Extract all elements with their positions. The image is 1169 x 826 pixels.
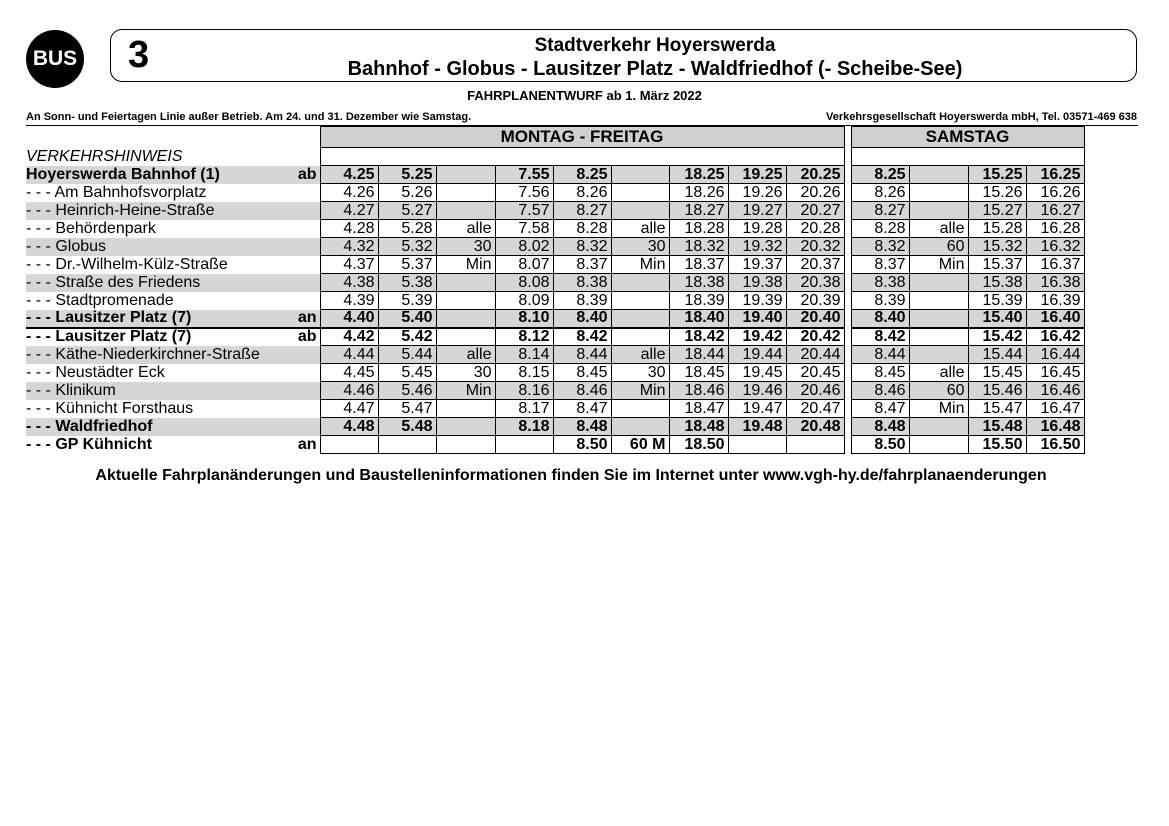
departure-time: 19.47: [728, 400, 786, 418]
departure-time: 5.38: [378, 274, 436, 292]
stop-direction: [292, 274, 320, 292]
departure-time: 8.28: [553, 220, 611, 238]
departure-time: 19.27: [728, 202, 786, 220]
departure-time: 16.46: [1026, 382, 1084, 400]
saturday-header: SAMSTAG: [851, 127, 1084, 148]
departure-time: 18.39: [669, 292, 728, 310]
departure-time: 8.47: [553, 400, 611, 418]
departure-time: 8.46: [553, 382, 611, 400]
stop-direction: an: [297, 435, 317, 453]
departure-time: 4.47: [320, 400, 378, 418]
departure-time: 20.37: [786, 256, 844, 274]
departure-time: 19.25: [728, 166, 786, 184]
departure-time: 4.27: [320, 202, 378, 220]
departure-time: 18.50: [669, 436, 728, 454]
departure-time: 19.42: [728, 328, 786, 346]
departure-time: 16.48: [1026, 418, 1084, 436]
departure-time: 8.40: [851, 310, 909, 328]
departure-time: 8.26: [851, 184, 909, 202]
departure-time: 18.40: [669, 310, 728, 328]
stop-direction: [292, 346, 320, 364]
departure-time: [436, 310, 495, 328]
stop-name: - - - Klinikum: [26, 382, 292, 400]
departure-time: [436, 328, 495, 346]
timetable-row: [26, 328, 1084, 346]
departure-time: 16.25: [1026, 166, 1084, 184]
departure-time: 4.40: [320, 310, 378, 328]
stop-direction: [292, 418, 320, 436]
departure-time: 19.32: [728, 238, 786, 256]
departure-time: 30: [611, 238, 669, 256]
departure-time: 20.39: [786, 292, 844, 310]
departure-time: 8.48: [851, 418, 909, 436]
timetable-row: [26, 274, 1084, 292]
timetable-row: [26, 400, 1084, 418]
weekday-header: MONTAG - FREITAG: [320, 127, 844, 148]
stop-direction: [292, 292, 320, 310]
departure-time: [909, 202, 968, 220]
departure-time: 16.44: [1026, 346, 1084, 364]
stop-name: - - - Waldfriedhof: [26, 418, 292, 436]
timetable-row: [26, 202, 1084, 220]
stop-direction: [292, 202, 320, 220]
departure-time: 60: [909, 382, 968, 400]
departure-time: [611, 274, 669, 292]
departure-time: 7.55: [495, 166, 553, 184]
departure-time: 18.28: [669, 220, 728, 238]
operator-contact: Verkehrsgesellschaft Hoyerswerda mbH, Tel. 03571-469 638: [825, 111, 1137, 123]
stop-direction: [292, 364, 320, 382]
departure-time: [909, 436, 968, 454]
departure-time: 7.56: [495, 184, 553, 202]
departure-time: 4.28: [320, 220, 378, 238]
departure-time: [378, 436, 436, 454]
departure-time: 5.40: [378, 310, 436, 328]
timetable-row: [26, 238, 1084, 256]
departure-time: 16.42: [1026, 328, 1084, 346]
departure-time: 4.39: [320, 292, 378, 310]
departure-time: 15.25: [968, 166, 1026, 184]
departure-time: 4.42: [320, 328, 378, 346]
departure-time: 8.10: [495, 310, 553, 328]
departure-time: 8.40: [553, 310, 611, 328]
departure-time: 8.09: [495, 292, 553, 310]
departure-time: 30: [611, 364, 669, 382]
departure-time: 8.48: [553, 418, 611, 436]
departure-time: alle: [909, 364, 968, 382]
departure-time: 15.50: [968, 436, 1026, 454]
departure-time: 8.27: [851, 202, 909, 220]
departure-time: [436, 166, 495, 184]
departure-time: 8.38: [553, 274, 611, 292]
timetable-row: [26, 220, 1084, 238]
stop-name: - - - Dr.-Wilhelm-Külz-Straße: [26, 255, 228, 273]
departure-time: 5.27: [378, 202, 436, 220]
departure-time: 8.37: [553, 256, 611, 274]
departure-time: 4.37: [320, 256, 378, 274]
departure-time: 5.25: [378, 166, 436, 184]
stop-name: - - - GP Kühnicht: [26, 435, 152, 453]
departure-time: 18.42: [669, 328, 728, 346]
departure-time: 5.46: [378, 382, 436, 400]
departure-time: [436, 202, 495, 220]
departure-time: 8.42: [553, 328, 611, 346]
departure-time: 8.25: [553, 166, 611, 184]
departure-time: 20.32: [786, 238, 844, 256]
stop-direction: [292, 400, 320, 418]
departure-time: [909, 310, 968, 328]
departure-time: 16.38: [1026, 274, 1084, 292]
timetable-row: [26, 310, 1084, 328]
timetable-row: [26, 256, 1084, 274]
departure-time: 19.37: [728, 256, 786, 274]
departure-time: Min: [909, 256, 968, 274]
departure-time: 20.48: [786, 418, 844, 436]
departure-time: 18.26: [669, 184, 728, 202]
departure-time: 15.46: [968, 382, 1026, 400]
departure-time: 15.37: [968, 256, 1026, 274]
stop-direction: [292, 238, 320, 256]
departure-time: 15.42: [968, 328, 1026, 346]
departure-time: 16.27: [1026, 202, 1084, 220]
departure-time: Min: [909, 400, 968, 418]
departure-time: 8.45: [553, 364, 611, 382]
stop-name: - - - Heinrich-Heine-Straße: [26, 202, 292, 220]
departure-time: Min: [611, 256, 669, 274]
day-header-row: [26, 127, 1084, 148]
departure-time: [495, 436, 553, 454]
departure-time: [611, 202, 669, 220]
departure-time: 8.27: [553, 202, 611, 220]
departure-time: 5.39: [378, 292, 436, 310]
service-notice: An Sonn- und Feiertagen Linie außer Betrieb. Am 24. und 31. Dezember wie Samstag.: [26, 111, 472, 123]
departure-time: 8.25: [851, 166, 909, 184]
departure-time: 19.39: [728, 292, 786, 310]
departure-time: 20.46: [786, 382, 844, 400]
departure-time: 18.27: [669, 202, 728, 220]
departure-time: 19.48: [728, 418, 786, 436]
departure-time: 19.45: [728, 364, 786, 382]
departure-time: 15.44: [968, 346, 1026, 364]
departure-time: [611, 184, 669, 202]
departure-time: 8.39: [553, 292, 611, 310]
departure-time: 4.44: [320, 346, 378, 364]
timetable-row: [26, 382, 1084, 400]
departure-time: [611, 400, 669, 418]
departure-time: 60: [909, 238, 968, 256]
stop-direction: an: [292, 310, 320, 328]
departure-time: 8.02: [495, 238, 553, 256]
departure-time: 8.15: [495, 364, 553, 382]
stop-direction: [292, 220, 320, 238]
departure-time: 20.42: [786, 328, 844, 346]
departure-time: [909, 292, 968, 310]
departure-time: [909, 274, 968, 292]
departure-time: [436, 184, 495, 202]
departure-time: [436, 292, 495, 310]
departure-time: [436, 436, 495, 454]
departure-time: 5.42: [378, 328, 436, 346]
departure-time: 16.40: [1026, 310, 1084, 328]
departure-time: alle: [611, 346, 669, 364]
departure-time: 19.46: [728, 382, 786, 400]
departure-time: 8.47: [851, 400, 909, 418]
stop-name: - - - Lausitzer Platz (7): [26, 328, 292, 346]
departure-time: 18.45: [669, 364, 728, 382]
departure-time: 8.18: [495, 418, 553, 436]
departure-time: 15.39: [968, 292, 1026, 310]
departure-time: 15.28: [968, 220, 1026, 238]
departure-time: 5.48: [378, 418, 436, 436]
timetable-row: [26, 346, 1084, 364]
departure-time: 8.37: [851, 256, 909, 274]
departure-time: 4.45: [320, 364, 378, 382]
departure-time: 8.44: [851, 346, 909, 364]
route-title: Bahnhof - Globus - Lausitzer Platz - Waldfriedhof (- Scheibe-See): [347, 58, 963, 80]
departure-time: 5.28: [378, 220, 436, 238]
departure-time: 19.44: [728, 346, 786, 364]
departure-time: 8.50: [553, 436, 611, 454]
departure-time: 16.47: [1026, 400, 1084, 418]
departure-time: [436, 274, 495, 292]
departure-time: 18.25: [669, 166, 728, 184]
stop-direction: [292, 184, 320, 202]
departure-time: alle: [909, 220, 968, 238]
departure-time: 30: [436, 238, 495, 256]
footer-note: Aktuelle Fahrplanänderungen und Baustelleninformationen finden Sie im Internet unter www.vgh-hy.de/fahrplanaenderungen: [95, 467, 1047, 484]
departure-time: 18.37: [669, 256, 728, 274]
timetable-row: [26, 364, 1084, 382]
departure-time: 18.46: [669, 382, 728, 400]
departure-time: [786, 436, 844, 454]
departure-time: [611, 418, 669, 436]
departure-time: [436, 400, 495, 418]
stop-name: - - - Am Bahnhofsvorplatz: [26, 183, 207, 201]
departure-time: 8.45: [851, 364, 909, 382]
departure-time: 15.27: [968, 202, 1026, 220]
departure-time: 20.40: [786, 310, 844, 328]
departure-time: [909, 166, 968, 184]
departure-time: 15.26: [968, 184, 1026, 202]
timetable-row: [26, 184, 1084, 202]
timetable-row: [26, 292, 1084, 310]
departure-time: [320, 436, 378, 454]
departure-time: 8.42: [851, 328, 909, 346]
stop-name: - - - Kühnicht Forsthaus: [26, 399, 194, 417]
timetable-subtitle: FAHRPLANENTWURF ab 1. März 2022: [467, 88, 702, 103]
departure-time: Min: [436, 382, 495, 400]
departure-time: Min: [611, 382, 669, 400]
departure-time: 8.32: [851, 238, 909, 256]
line-number: 3: [128, 34, 150, 76]
departure-time: 16.45: [1026, 364, 1084, 382]
departure-time: 20.38: [786, 274, 844, 292]
departure-time: 8.50: [851, 436, 909, 454]
departure-time: 8.39: [851, 292, 909, 310]
departure-time: 18.38: [669, 274, 728, 292]
bus-logo: BUS: [26, 30, 84, 88]
departure-time: 19.26: [728, 184, 786, 202]
departure-time: [909, 328, 968, 346]
departure-time: 16.32: [1026, 238, 1084, 256]
stop-direction: ab: [292, 166, 320, 184]
departure-time: 8.46: [851, 382, 909, 400]
departure-time: [909, 418, 968, 436]
departure-time: alle: [611, 220, 669, 238]
hint-label: VERKEHRSHINWEIS: [26, 147, 183, 165]
departure-time: [909, 184, 968, 202]
departure-time: [909, 346, 968, 364]
timetable-row: [26, 166, 1084, 184]
departure-time: 20.47: [786, 400, 844, 418]
departure-time: [611, 292, 669, 310]
departure-time: 15.48: [968, 418, 1026, 436]
departure-time: 5.26: [378, 184, 436, 202]
departure-time: 8.17: [495, 400, 553, 418]
stop-name: - - - Globus: [26, 238, 292, 256]
departure-time: 30: [436, 364, 495, 382]
departure-time: 5.45: [378, 364, 436, 382]
departure-time: 20.45: [786, 364, 844, 382]
departure-time: 19.40: [728, 310, 786, 328]
departure-time: 5.44: [378, 346, 436, 364]
stop-direction: [292, 382, 320, 400]
departure-time: [436, 418, 495, 436]
departure-time: [611, 328, 669, 346]
departure-time: 16.28: [1026, 220, 1084, 238]
departure-time: 4.38: [320, 274, 378, 292]
departure-time: 8.08: [495, 274, 553, 292]
departure-time: 5.32: [378, 238, 436, 256]
stop-name: Hoyerswerda Bahnhof (1): [26, 166, 292, 184]
departure-time: 8.26: [553, 184, 611, 202]
page-title: Stadtverkehr Hoyerswerda: [534, 35, 776, 56]
departure-time: 7.57: [495, 202, 553, 220]
departure-time: 16.50: [1026, 436, 1084, 454]
stop-name: - - - Stadtpromenade: [26, 291, 174, 309]
departure-time: 20.44: [786, 346, 844, 364]
departure-time: 15.47: [968, 400, 1026, 418]
departure-time: Min: [436, 256, 495, 274]
departure-time: 4.48: [320, 418, 378, 436]
departure-time: 20.25: [786, 166, 844, 184]
departure-time: 5.47: [378, 400, 436, 418]
departure-time: 5.37: [378, 256, 436, 274]
stop-name: - - - Lausitzer Platz (7): [26, 310, 292, 328]
departure-time: 8.38: [851, 274, 909, 292]
departure-time: 16.26: [1026, 184, 1084, 202]
departure-time: 16.39: [1026, 292, 1084, 310]
departure-time: 4.32: [320, 238, 378, 256]
departure-time: 8.32: [553, 238, 611, 256]
departure-time: 15.32: [968, 238, 1026, 256]
departure-time: 18.48: [669, 418, 728, 436]
departure-time: 4.46: [320, 382, 378, 400]
departure-time: 7.58: [495, 220, 553, 238]
departure-time: alle: [436, 346, 495, 364]
stop-direction: ab: [292, 328, 320, 346]
timetable-row: [26, 436, 1084, 454]
departure-time: 20.27: [786, 202, 844, 220]
departure-time: 18.47: [669, 400, 728, 418]
departure-time: 19.28: [728, 220, 786, 238]
departure-time: 8.44: [553, 346, 611, 364]
stop-name: - - - Straße des Friedens: [26, 274, 292, 292]
departure-time: [611, 166, 669, 184]
stop-direction: [292, 256, 320, 274]
departure-time: 15.38: [968, 274, 1026, 292]
timetable-row: [26, 418, 1084, 436]
stop-name: - - - Neustädter Eck: [26, 363, 165, 381]
departure-time: 8.14: [495, 346, 553, 364]
departure-time: 16.37: [1026, 256, 1084, 274]
departure-time: 19.38: [728, 274, 786, 292]
departure-time: 8.07: [495, 256, 553, 274]
departure-time: 20.26: [786, 184, 844, 202]
departure-time: [728, 436, 786, 454]
departure-time: 18.32: [669, 238, 728, 256]
departure-time: [611, 310, 669, 328]
departure-time: 4.26: [320, 184, 378, 202]
departure-time: 8.16: [495, 382, 553, 400]
timetable: [26, 126, 1085, 454]
stop-name: - - - Käthe-Niederkirchner-Straße: [26, 346, 292, 364]
departure-time: 18.44: [669, 346, 728, 364]
stop-name: - - - Behördenpark: [26, 219, 156, 237]
departure-time: alle: [436, 220, 495, 238]
departure-time: 15.40: [968, 310, 1026, 328]
departure-time: 8.28: [851, 220, 909, 238]
departure-time: 60 M: [611, 436, 669, 454]
departure-time: 15.45: [968, 364, 1026, 382]
departure-time: 4.25: [320, 166, 378, 184]
departure-time: 20.28: [786, 220, 844, 238]
departure-time: 8.12: [495, 328, 553, 346]
hint-row: [26, 148, 1084, 166]
